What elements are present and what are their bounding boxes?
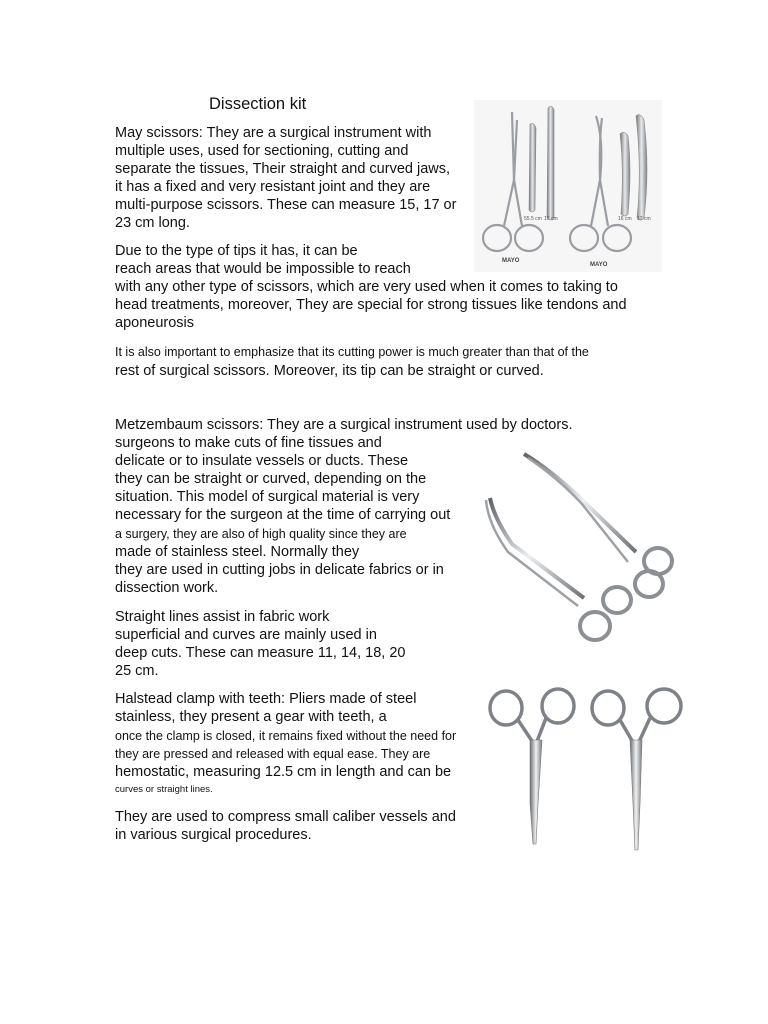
text-line: it has a fixed and very resistant joint and they are — [115, 179, 431, 195]
text-line: dissection work. — [115, 580, 219, 596]
mayo-size-label: 17 cm — [544, 216, 558, 222]
text-line: they can be straight or curved, depending on the — [115, 471, 427, 487]
mayo-scissors-figure — [474, 100, 662, 272]
text-line: they are pressed and released with equal ease. They are — [115, 747, 431, 761]
mayo-brand-label: MAYO — [502, 258, 520, 264]
text-line: superficial and curves are mainly used in — [115, 627, 377, 643]
text-line: deep cuts. These can measure 11, 14, 18, 20 — [115, 645, 406, 661]
text-line: situation. This model of surgical material is very — [115, 489, 420, 505]
text-line: multiple uses, used for sectioning, cutting and — [115, 143, 409, 159]
text-line: once the clamp is closed, it remains fixed without the need for — [115, 729, 457, 743]
text-line: 25 cm. — [115, 663, 159, 679]
text-line: made of stainless steel. Normally they — [115, 544, 360, 560]
mayo-brand-label: MAYO — [590, 262, 608, 268]
text-line: stainless, they present a gear with teeth, a — [115, 709, 387, 725]
text-line: Metzembaum scissors: They are a surgical instrument used by doctors. — [115, 417, 573, 433]
text-line: with any other type of scissors, which are very used when it comes to taking to — [115, 279, 618, 295]
text-line: Due to the type of tips it has, it can be — [115, 243, 358, 259]
text-line: in various surgical procedures. — [115, 827, 312, 843]
text-line: separate the tissues, Their straight and curved jaws, — [115, 161, 451, 177]
metzenbaum-scissors-figure — [478, 448, 690, 648]
text-line: head treatments, moreover, They are special for strong tissues like tendons and — [115, 297, 627, 313]
text-line: hemostatic, measuring 12.5 cm in length and can be — [115, 764, 452, 780]
text-line: necessary for the surgeon at the time of carrying out — [115, 507, 451, 523]
text-line: delicate or to insulate vessels or ducts. These — [115, 453, 409, 469]
text-line: surgeons to make cuts of fine tissues and — [115, 435, 382, 451]
text-line: curves or straight lines. — [115, 784, 213, 795]
text-line: It is also important to emphasize that its cutting power is much greater than that of the — [115, 345, 589, 359]
text-line: aponeurosis — [115, 315, 194, 331]
text-line: 23 cm long. — [115, 215, 190, 231]
text-line: They are used to compress small caliber vessels and — [115, 809, 456, 825]
text-line: they are used in cutting jobs in delicate fabrics or in — [115, 562, 444, 578]
text-line: Straight lines assist in fabric work — [115, 609, 330, 625]
halstead-clamps-figure — [484, 684, 690, 854]
mayo-size-label: 55.5 cm — [524, 216, 542, 222]
text-line: reach areas that would be impossible to reach — [115, 261, 411, 277]
text-line: Halstead clamp with teeth: Pliers made of steel — [115, 691, 417, 707]
text-line: rest of surgical scissors. Moreover, its tip can be straight or curved. — [115, 363, 544, 379]
mayo-size-label: 16 cm — [618, 216, 632, 222]
mayo-size-label: 17 cm — [637, 216, 651, 222]
page-title: Dissection kit — [209, 95, 307, 113]
text-line: May scissors: They are a surgical instrument with — [115, 125, 432, 141]
text-line: multi-purpose scissors. These can measure 15, 17 or — [115, 197, 457, 213]
text-line: a surgery, they are also of high quality since they are — [115, 527, 407, 541]
